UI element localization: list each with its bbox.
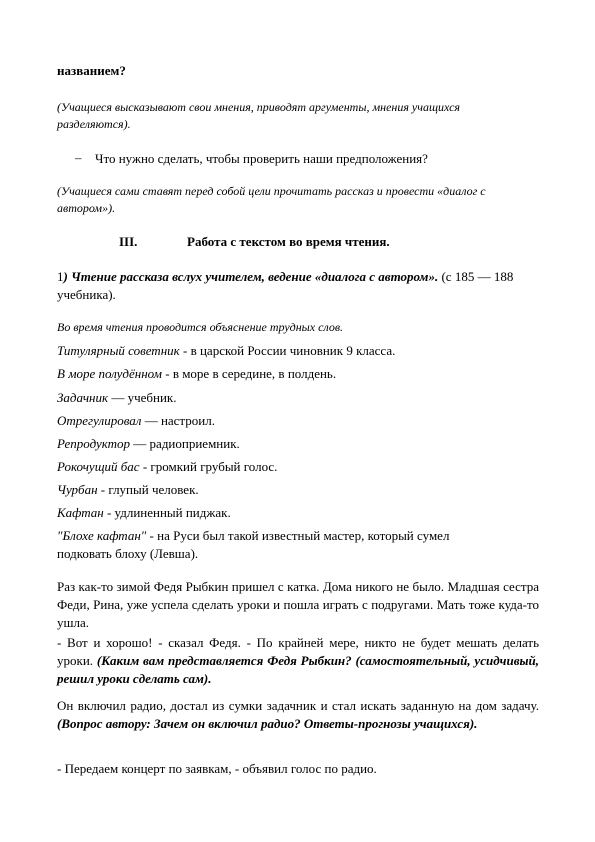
- section-number: III.: [119, 234, 138, 249]
- vocab-sep: -: [97, 482, 109, 497]
- students-opinions-note: (Учащиеся высказывают свои мнения, приводят аргументы, мнения учащихся разделяются).: [57, 100, 460, 131]
- vocab-sep: -: [179, 343, 191, 358]
- vocab-term: Рокочущий бас: [57, 459, 140, 474]
- vocab-term: Репродуктор: [57, 436, 131, 451]
- vocab-sep: -: [146, 528, 158, 543]
- vocab-sep: —: [141, 413, 161, 428]
- students-goals-note: (Учащиеся сами ставят перед собой цели прочитать рассказ и провести «диалог с автором»).: [57, 184, 486, 215]
- vocab-sep: —: [108, 390, 128, 405]
- vocab-item: [57, 504, 539, 522]
- vocab-term: "Блохе кафтан": [57, 528, 147, 543]
- vocab-def: в царской России чиновник 9 класса.: [190, 343, 396, 358]
- vocab-def: глупый человек.: [108, 482, 199, 497]
- vocab-def: радиоприемник.: [149, 436, 240, 451]
- vocab-item: [57, 365, 539, 383]
- vocab-sep: -: [139, 459, 151, 474]
- vocab-sep: -: [161, 366, 173, 381]
- vocab-item: [57, 458, 539, 476]
- vocab-item: [57, 342, 539, 360]
- reading-title: ) Чтение рассказа вслух учителем, ведение «диалога с автором».: [63, 269, 439, 284]
- vocab-term: В море полудённом: [57, 366, 162, 381]
- story-p3-text: Он включил радио, достал из сумки задачник и стал искать заданную на дом задачу.: [57, 698, 539, 713]
- section-title: Работа с текстом во время чтения.: [187, 234, 390, 249]
- vocab-sep: -: [103, 505, 115, 520]
- vocab-def: на Руси был такой известный мастер, который сумел подковать блоху (Левша).: [57, 528, 450, 561]
- reading-instruction: [57, 268, 527, 304]
- vocab-item: [57, 435, 539, 453]
- vocab-item: [57, 481, 539, 499]
- story-p2-question: (Каким вам представляется Федя Рыбкин? (самостоятельный, усидчивый, решил уроки сделать сам).: [57, 653, 540, 686]
- question-line: Что нужно сделать, чтобы проверить наши предположения?: [95, 151, 428, 166]
- vocab-item: [57, 389, 539, 407]
- story-paragraph-1: Раз как-то зимой Федя Рыбкин пришел с катка. Дома никого не было. Младшая сестра Феди, Рина, уже успела сделать уроки и пошла играть с подругами. Мать тоже куда-то ушла.: [57, 579, 539, 630]
- vocab-intro: Во время чтения проводится объяснение трудных слов.: [57, 320, 344, 334]
- story-paragraph-3: [57, 697, 539, 733]
- vocab-def: учебник.: [127, 390, 177, 405]
- vocab-def: громкий грубый голос.: [150, 459, 278, 474]
- reading-number: 1: [57, 269, 64, 284]
- story-paragraph-2: [57, 634, 539, 688]
- vocab-term: Кафтан: [57, 505, 104, 520]
- vocab-def: в море в середине, в полдень.: [172, 366, 337, 381]
- heading-tail: названием?: [57, 63, 126, 78]
- vocab-term: Чурбан: [57, 482, 98, 497]
- vocab-def: удлиненный пиджак.: [114, 505, 231, 520]
- vocab-def: настроил.: [160, 413, 215, 428]
- story-p3-question: (Вопрос автору: Зачем он включил радио? Ответы-прогнозы учащихся).: [57, 716, 478, 731]
- vocab-item: [57, 527, 497, 563]
- dash-bullet: –: [75, 150, 82, 165]
- story-paragraph-4: - Передаем концерт по заявкам, - объявил голос по радио.: [57, 761, 377, 776]
- vocab-item: [57, 412, 539, 430]
- vocab-term: Задачник: [57, 390, 109, 405]
- vocab-term: Отрегулировал: [57, 413, 142, 428]
- story-p2-text: - Вот и хорошо! - сказал Федя. - По крайней мере, никто не будет мешать делать уроки.: [57, 635, 539, 668]
- vocab-sep: —: [130, 436, 150, 451]
- reading-pages: (с 185 — 188 учебника).: [57, 269, 514, 302]
- vocab-term: Титулярный советник: [57, 343, 180, 358]
